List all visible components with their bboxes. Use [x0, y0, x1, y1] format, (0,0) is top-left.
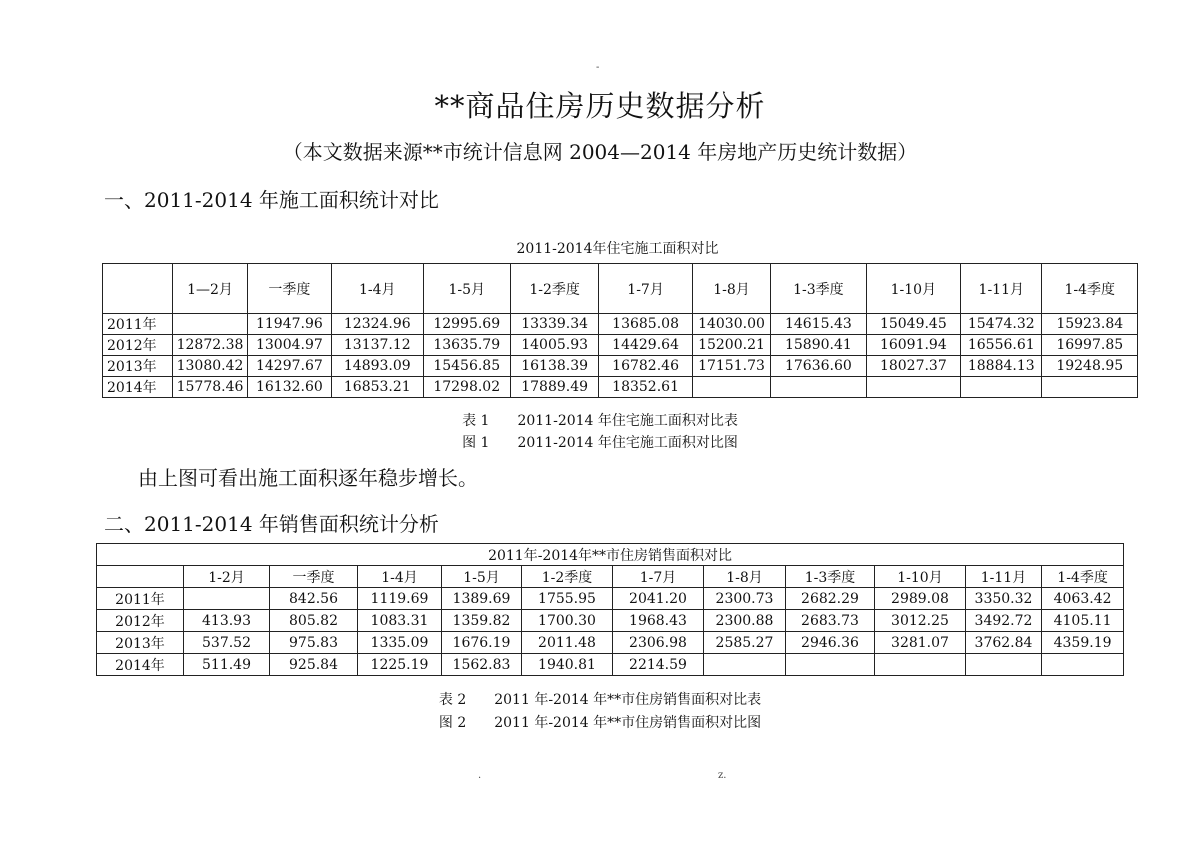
header-cell: 1—2月	[173, 264, 247, 314]
sales-area-table	[96, 543, 1124, 676]
value-cell: 18027.37	[866, 356, 960, 377]
value-cell: 413.93	[184, 610, 270, 632]
value-cell	[173, 314, 247, 335]
value-cell: 11947.96	[247, 314, 331, 335]
value-cell: 537.52	[184, 632, 270, 654]
value-cell: 975.83	[270, 632, 358, 654]
value-cell: 16853.21	[332, 377, 423, 398]
value-cell	[184, 588, 270, 610]
year-cell: 2014年	[97, 654, 184, 676]
table-1-label-text: 2011-2014 年住宅施工面积对比表	[517, 413, 738, 429]
value-cell: 15200.21	[692, 335, 770, 356]
value-cell: 17636.60	[771, 356, 866, 377]
value-cell: 17298.02	[423, 377, 510, 398]
table-2-label-prefix: 表 2	[438, 692, 467, 708]
construction-area-table	[102, 263, 1138, 398]
year-cell: 2014年	[103, 377, 173, 398]
value-cell: 15778.46	[173, 377, 247, 398]
header-cell: 1-4月	[358, 566, 442, 588]
value-cell: 3492.72	[966, 610, 1042, 632]
figure-2-label-prefix: 图 2	[438, 715, 467, 731]
year-cell: 2011年	[103, 314, 173, 335]
value-cell: 1083.31	[358, 610, 442, 632]
header-cell: 1-7月	[613, 566, 704, 588]
header-cell: 1-8月	[692, 264, 770, 314]
header-cell: 1-5月	[442, 566, 522, 588]
value-cell: 14297.67	[247, 356, 331, 377]
table-header-row	[97, 566, 1124, 588]
value-cell: 13137.12	[332, 335, 423, 356]
value-cell: 4105.11	[1042, 610, 1124, 632]
value-cell: 2214.59	[613, 654, 704, 676]
value-cell: 17151.73	[692, 356, 770, 377]
table-caption-row	[97, 544, 1124, 566]
value-cell: 17889.49	[510, 377, 598, 398]
header-cell: 1-11月	[961, 264, 1042, 314]
value-cell	[692, 377, 770, 398]
value-cell: 16782.46	[599, 356, 692, 377]
table-row	[103, 314, 1138, 335]
year-cell: 2012年	[103, 335, 173, 356]
header-cell: 1-10月	[875, 566, 966, 588]
value-cell: 13080.42	[173, 356, 247, 377]
table-row	[103, 377, 1138, 398]
value-cell: 14893.09	[332, 356, 423, 377]
value-cell: 805.82	[270, 610, 358, 632]
value-cell	[786, 654, 875, 676]
header-cell: 1-7月	[599, 264, 692, 314]
page-marker-bottom-left: .	[478, 770, 482, 781]
header-cell: 1-2季度	[510, 264, 598, 314]
header-cell: 1-2季度	[522, 566, 613, 588]
value-cell: 12324.96	[332, 314, 423, 335]
document-subtitle: （本文数据来源**市统计信息网 2004—2014 年房地产历史统计数据）	[282, 140, 918, 164]
table-row	[97, 632, 1124, 654]
value-cell	[704, 654, 786, 676]
value-cell: 16091.94	[866, 335, 960, 356]
page-marker-bottom-right: z.	[718, 770, 727, 781]
header-cell: 1-5月	[423, 264, 510, 314]
header-cell: 1-10月	[866, 264, 960, 314]
value-cell: 1700.30	[522, 610, 613, 632]
value-cell	[1042, 377, 1138, 398]
table-row	[103, 356, 1138, 377]
value-cell: 15474.32	[961, 314, 1042, 335]
header-cell: 1-4月	[332, 264, 423, 314]
page-marker-top: -	[596, 62, 600, 73]
header-cell: 1-2月	[184, 566, 270, 588]
value-cell: 3762.84	[966, 632, 1042, 654]
value-cell: 15049.45	[866, 314, 960, 335]
table-1-label-prefix: 表 1	[462, 413, 490, 429]
value-cell: 16997.85	[1042, 335, 1138, 356]
value-cell	[966, 654, 1042, 676]
header-cell: 1-3季度	[771, 264, 866, 314]
section-2-heading: 二、2011-2014 年销售面积统计分析	[104, 512, 439, 536]
value-cell: 18352.61	[599, 377, 692, 398]
year-cell: 2012年	[97, 610, 184, 632]
value-cell: 2306.98	[613, 632, 704, 654]
value-cell: 1940.81	[522, 654, 613, 676]
value-cell: 16132.60	[247, 377, 331, 398]
section-1-heading: 一、2011-2014 年施工面积统计对比	[104, 188, 439, 212]
value-cell: 12995.69	[423, 314, 510, 335]
document-title: **商品住房历史数据分析	[434, 89, 766, 123]
value-cell: 16556.61	[961, 335, 1042, 356]
header-cell: 1-3季度	[786, 566, 875, 588]
value-cell: 14030.00	[692, 314, 770, 335]
value-cell: 842.56	[270, 588, 358, 610]
value-cell: 1389.69	[442, 588, 522, 610]
header-cell	[103, 264, 173, 314]
header-cell: 1-4季度	[1042, 264, 1138, 314]
value-cell: 2585.27	[704, 632, 786, 654]
value-cell: 3012.25	[875, 610, 966, 632]
header-cell: 一季度	[270, 566, 358, 588]
value-cell: 2946.36	[786, 632, 875, 654]
value-cell: 1562.83	[442, 654, 522, 676]
value-cell: 925.84	[270, 654, 358, 676]
table-row	[97, 610, 1124, 632]
conclusion-text: 由上图可看出施工面积逐年稳步增长。	[138, 466, 478, 490]
value-cell	[771, 377, 866, 398]
figure-1-label-text: 2011-2014 年住宅施工面积对比图	[517, 435, 738, 451]
value-cell: 14429.64	[599, 335, 692, 356]
value-cell: 18884.13	[961, 356, 1042, 377]
year-cell: 2011年	[97, 588, 184, 610]
value-cell: 1676.19	[442, 632, 522, 654]
value-cell: 3281.07	[875, 632, 966, 654]
value-cell: 2683.73	[786, 610, 875, 632]
value-cell	[866, 377, 960, 398]
value-cell: 15923.84	[1042, 314, 1138, 335]
figure-1-label	[0, 432, 1200, 452]
value-cell: 4063.42	[1042, 588, 1124, 610]
value-cell: 511.49	[184, 654, 270, 676]
value-cell: 13685.08	[599, 314, 692, 335]
header-cell: 1-8月	[704, 566, 786, 588]
value-cell: 1119.69	[358, 588, 442, 610]
value-cell: 2300.88	[704, 610, 786, 632]
value-cell: 19248.95	[1042, 356, 1138, 377]
value-cell: 2682.29	[786, 588, 875, 610]
value-cell: 1225.19	[358, 654, 442, 676]
value-cell: 2989.08	[875, 588, 966, 610]
year-cell: 2013年	[97, 632, 184, 654]
value-cell: 12872.38	[173, 335, 247, 356]
value-cell: 14615.43	[771, 314, 866, 335]
table-header-row	[103, 264, 1138, 314]
header-cell: 一季度	[247, 264, 331, 314]
year-cell: 2013年	[103, 356, 173, 377]
table-1-caption: 2011-2014年住宅施工面积对比	[516, 241, 719, 257]
header-cell	[97, 566, 184, 588]
value-cell	[1042, 654, 1124, 676]
value-cell: 1755.95	[522, 588, 613, 610]
value-cell: 2011.48	[522, 632, 613, 654]
table-2-label-text: 2011 年-2014 年**市住房销售面积对比表	[494, 692, 762, 708]
table-2-caption: 2011年-2014年**市住房销售面积对比	[97, 544, 1124, 566]
value-cell: 3350.32	[966, 588, 1042, 610]
value-cell: 13635.79	[423, 335, 510, 356]
figure-2-label-text: 2011 年-2014 年**市住房销售面积对比图	[494, 715, 762, 731]
value-cell: 15890.41	[771, 335, 866, 356]
value-cell: 1335.09	[358, 632, 442, 654]
value-cell: 1968.43	[613, 610, 704, 632]
table-2-label	[0, 689, 1200, 709]
table-row	[97, 588, 1124, 610]
header-cell: 1-11月	[966, 566, 1042, 588]
value-cell: 15456.85	[423, 356, 510, 377]
figure-2-label	[0, 712, 1200, 732]
value-cell: 14005.93	[510, 335, 598, 356]
value-cell: 2300.73	[704, 588, 786, 610]
value-cell	[961, 377, 1042, 398]
value-cell	[875, 654, 966, 676]
table-1-label	[0, 410, 1200, 430]
value-cell: 2041.20	[613, 588, 704, 610]
value-cell: 13004.97	[247, 335, 331, 356]
value-cell: 4359.19	[1042, 632, 1124, 654]
value-cell: 13339.34	[510, 314, 598, 335]
value-cell: 1359.82	[442, 610, 522, 632]
value-cell: 16138.39	[510, 356, 598, 377]
table-row	[103, 335, 1138, 356]
figure-1-label-prefix: 图 1	[462, 435, 490, 451]
header-cell: 1-4季度	[1042, 566, 1124, 588]
table-row	[97, 654, 1124, 676]
